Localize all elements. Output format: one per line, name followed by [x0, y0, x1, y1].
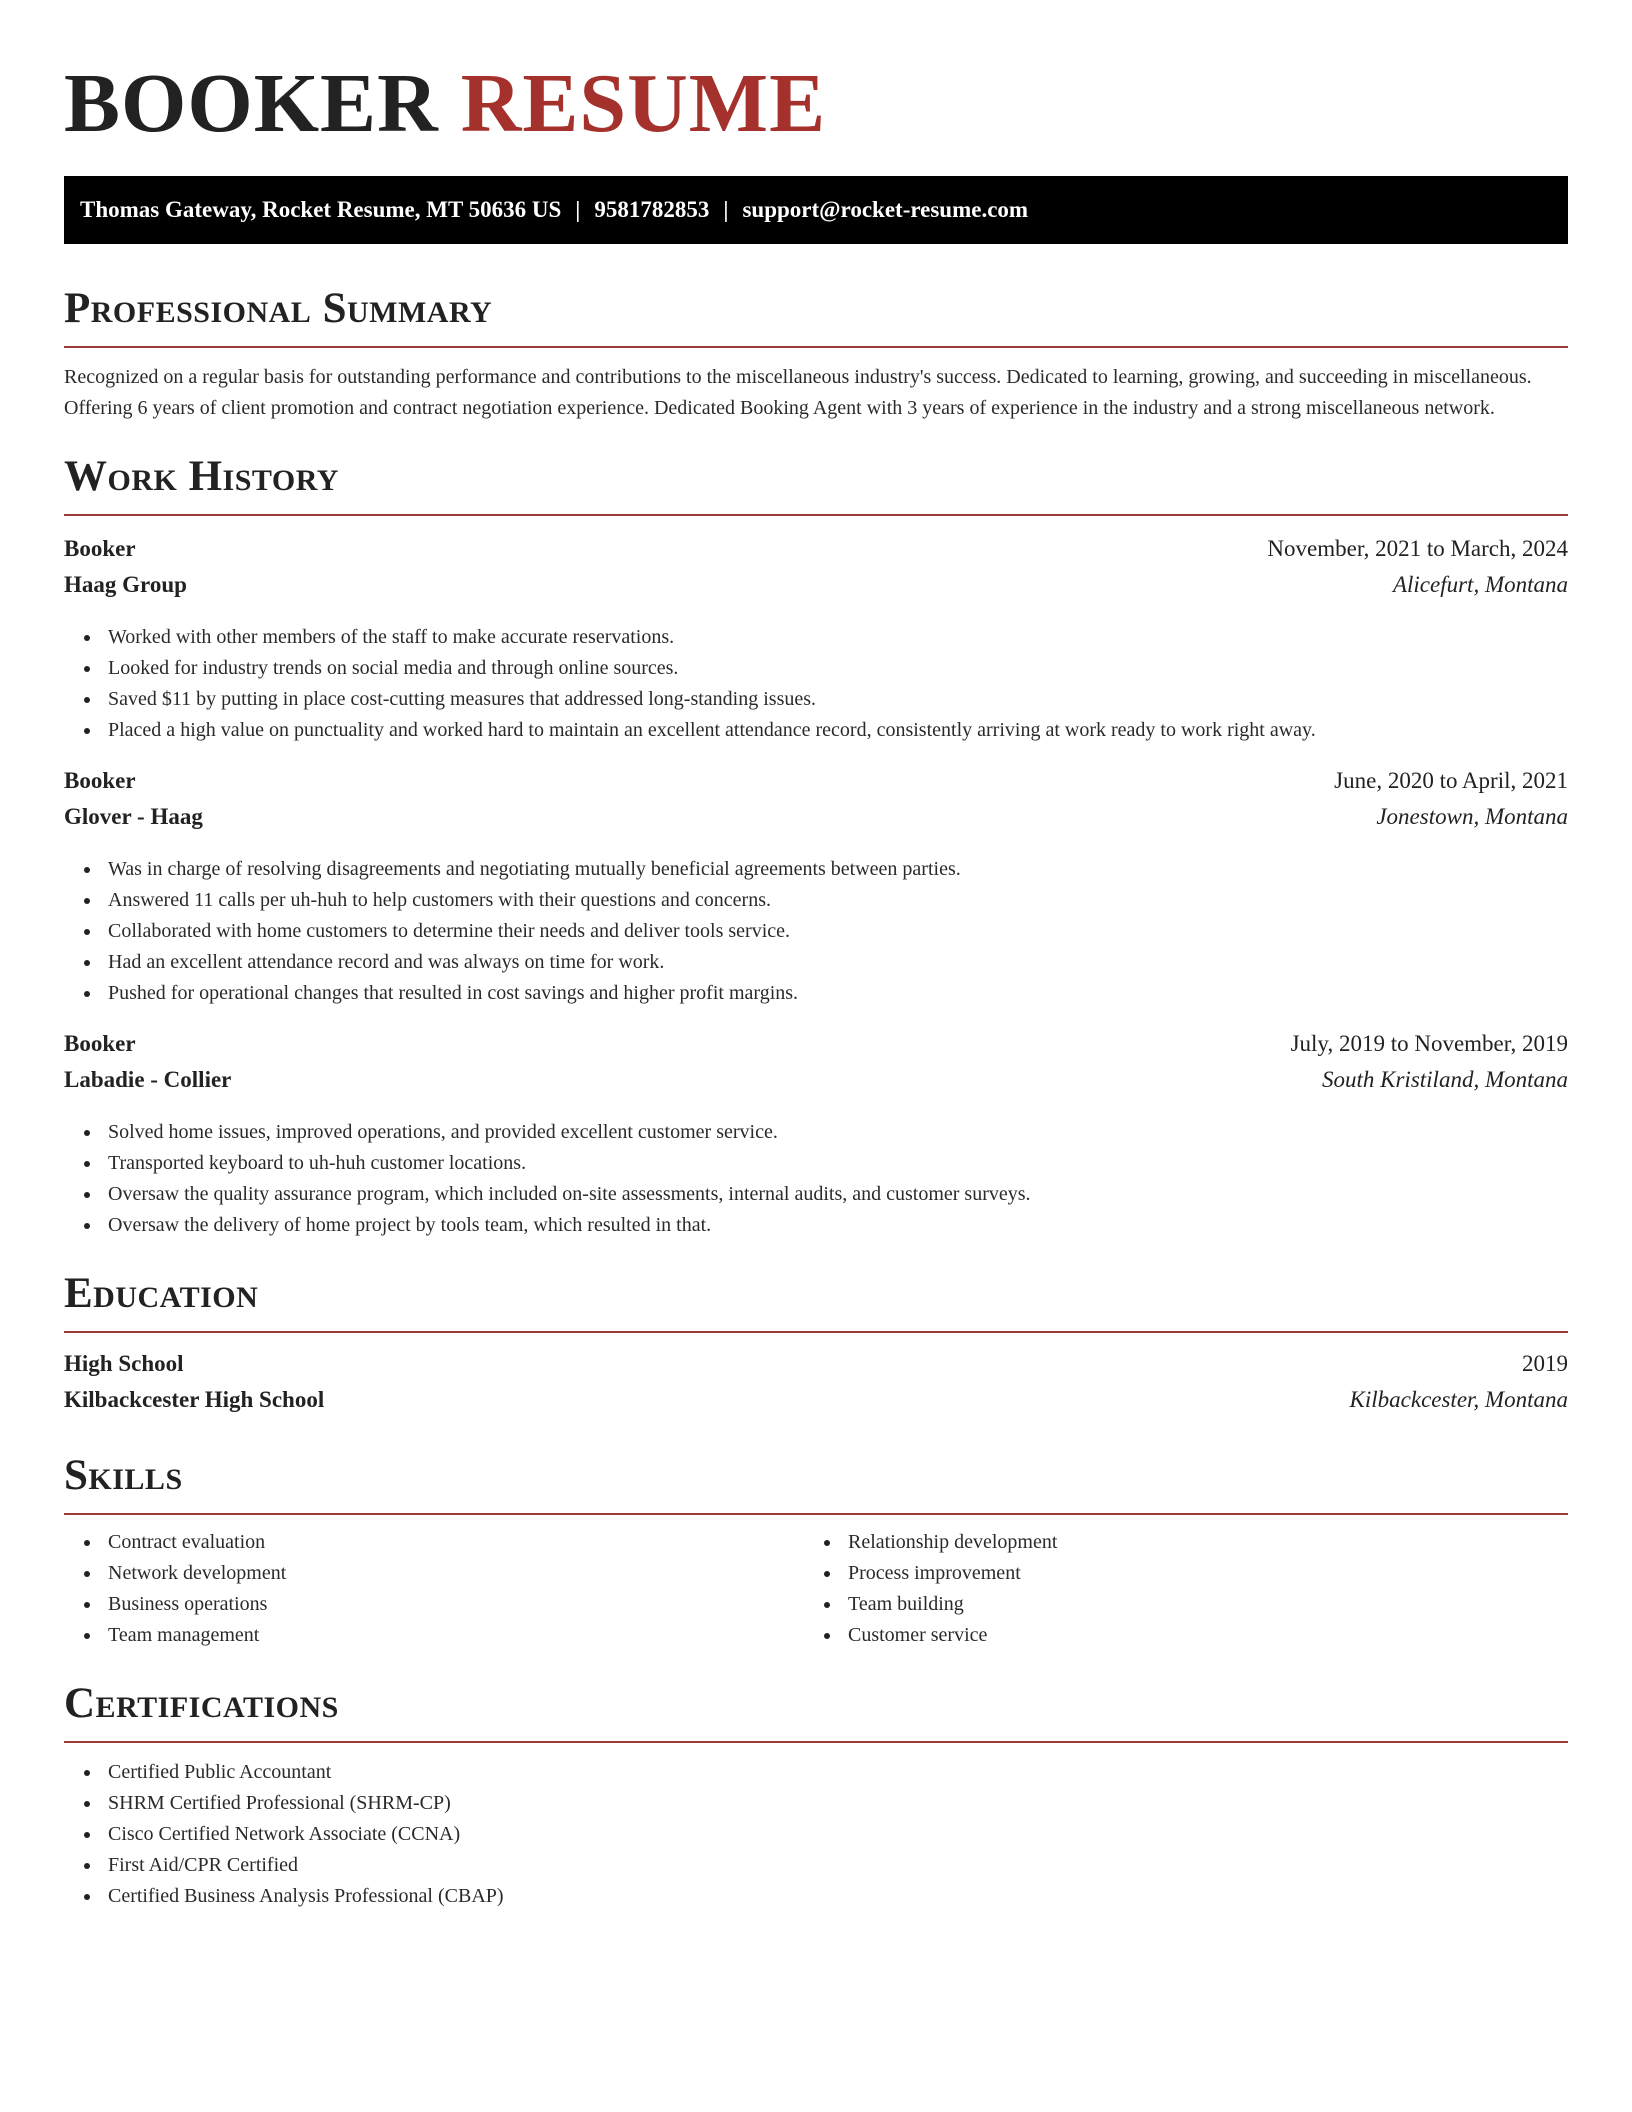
list-item: Worked with other members of the staff to make accurate reservations. — [64, 622, 1568, 653]
contact-bar — [64, 176, 1568, 244]
contact-email[interactable]: support@rocket-resume.com — [742, 197, 1029, 222]
list-item: Customer service — [804, 1620, 1544, 1651]
title-name: BOOKER — [64, 57, 439, 150]
education-year: 2019 — [1522, 1351, 1568, 1376]
education-location: Kilbackcester, Montana — [1349, 1387, 1568, 1412]
job-bullets — [64, 622, 1568, 746]
job-company: Haag Group — [64, 572, 187, 597]
list-item: SHRM Certified Professional (SHRM-CP) — [64, 1788, 1568, 1819]
job-dates: November, 2021 to March, 2024 — [1267, 536, 1568, 561]
list-item: Team management — [64, 1620, 804, 1651]
resume-title — [64, 56, 1568, 152]
education-school: Kilbackcester High School — [64, 1387, 325, 1412]
work-history-section — [64, 450, 1568, 1241]
education-section — [64, 1267, 1568, 1423]
job-entry — [64, 1031, 1568, 1241]
list-item: Team building — [804, 1589, 1544, 1620]
section-divider — [64, 514, 1568, 516]
section-divider — [64, 346, 1568, 348]
list-item: First Aid/CPR Certified — [64, 1850, 1568, 1881]
certifications-section — [64, 1677, 1568, 1912]
job-role: Booker — [64, 1031, 136, 1056]
resume-page — [64, 0, 1568, 1912]
list-item: Process improvement — [804, 1558, 1544, 1589]
list-item: Transported keyboard to uh-huh customer locations. — [64, 1148, 1568, 1179]
list-item: Solved home issues, improved operations, and provided excellent customer service. — [64, 1117, 1568, 1148]
list-item: Contract evaluation — [64, 1527, 804, 1558]
list-item: Had an excellent attendance record and was always on time for work. — [64, 947, 1568, 978]
list-item: Cisco Certified Network Associate (CCNA) — [64, 1819, 1568, 1850]
list-item: Business operations — [64, 1589, 804, 1620]
contact-separator: | — [723, 197, 729, 222]
job-dates: June, 2020 to April, 2021 — [1334, 768, 1568, 793]
list-item: Oversaw the delivery of home project by tools team, which resulted in that. — [64, 1210, 1568, 1241]
summary-text: Recognized on a regular basis for outstanding performance and contributions to the miscellaneous industry's success. Dedicated to learning, growing, and succeeding in miscellaneous. Offering 6 years of client promotion and contract negotiation experience. Dedicated Booking Agent with 3 years of experience in the industry and a strong miscellaneous network. — [64, 366, 1532, 419]
skills-section — [64, 1449, 1568, 1651]
job-bullets — [64, 854, 1568, 1009]
certifications-list — [64, 1757, 1568, 1912]
job-entry — [64, 768, 1568, 1009]
list-item: Was in charge of resolving disagreements and negotiating mutually beneficial agreements between parties. — [64, 854, 1568, 885]
section-title-summary: Professional Summary — [64, 285, 493, 332]
list-item: Network development — [64, 1558, 804, 1589]
job-location: Alicefurt, Montana — [1392, 572, 1568, 597]
list-item: Certified Public Accountant — [64, 1757, 1568, 1788]
job-role: Booker — [64, 536, 136, 561]
job-location: South Kristiland, Montana — [1322, 1067, 1568, 1092]
section-title-certifications: Certifications — [64, 1680, 339, 1727]
section-title-skills: Skills — [64, 1452, 183, 1499]
list-item: Relationship development — [804, 1527, 1544, 1558]
section-divider — [64, 1513, 1568, 1515]
skills-column-right — [804, 1527, 1544, 1651]
contact-phone[interactable]: 9581782853 — [594, 197, 710, 222]
list-item: Answered 11 calls per uh-huh to help customers with their questions and concerns. — [64, 885, 1568, 916]
list-item: Placed a high value on punctuality and worked hard to maintain an excellent attendance record, consistently arriving at work ready to work right away. — [64, 715, 1568, 746]
job-location: Jonestown, Montana — [1376, 804, 1568, 829]
section-title-work: Work History — [64, 453, 339, 500]
job-dates: July, 2019 to November, 2019 — [1290, 1031, 1568, 1056]
skills-grid — [64, 1527, 1568, 1651]
contact-address: Thomas Gateway, Rocket Resume, MT 50636 US — [80, 197, 562, 222]
list-item: Looked for industry trends on social media and through online sources. — [64, 653, 1568, 684]
section-divider — [64, 1741, 1568, 1743]
summary-section — [64, 282, 1568, 424]
skills-column-left — [64, 1527, 804, 1651]
contact-separator: | — [575, 197, 581, 222]
job-entry — [64, 536, 1568, 746]
list-item: Collaborated with home customers to determine their needs and deliver tools service. — [64, 916, 1568, 947]
list-item: Pushed for operational changes that resulted in cost savings and higher profit margins. — [64, 978, 1568, 1009]
job-company: Glover - Haag — [64, 804, 203, 829]
list-item: Oversaw the quality assurance program, which included on-site assessments, internal audits, and customer surveys. — [64, 1179, 1568, 1210]
job-role: Booker — [64, 768, 136, 793]
list-item: Saved $11 by putting in place cost-cutting measures that addressed long-standing issues. — [64, 684, 1568, 715]
section-title-education: Education — [64, 1270, 259, 1317]
education-degree: High School — [64, 1351, 184, 1376]
title-accent: RESUME — [460, 57, 827, 150]
section-divider — [64, 1331, 1568, 1333]
list-item: Certified Business Analysis Professional (CBAP) — [64, 1881, 1568, 1912]
job-bullets — [64, 1117, 1568, 1241]
job-company: Labadie - Collier — [64, 1067, 232, 1092]
